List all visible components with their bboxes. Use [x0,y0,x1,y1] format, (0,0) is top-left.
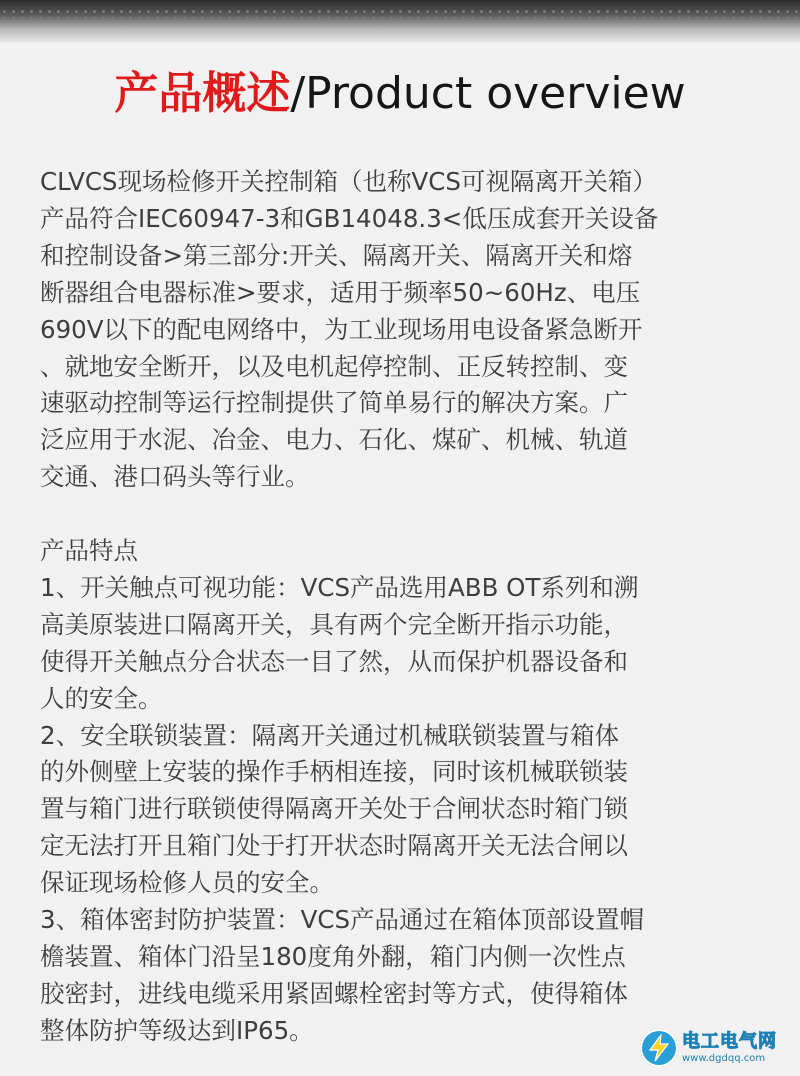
features-heading: 产品特点 [40,536,138,566]
feature-item-1: 1、开关触点可视功能：VCS产品选用ABB OT系列和溯 高美原装进口隔离开关，具有两个完全断开指示功能， 使得开关触点分合状态一目了然，从而保护机器设备和 人的安全。 [40,572,639,713]
watermark-name: 电工电气网 [682,1031,777,1052]
page-title [0,62,800,126]
paragraph-spacer [40,496,770,533]
page-title-en: /Product overview [290,68,686,119]
intro-paragraph: CLVCS现场检修开关控制箱（也称VCS可视隔离开关箱） 产品符合IEC60947-3和GB14048.3<低压成套开关设备 和控制设备>第三部分:开关、隔离开关、隔离开关和熔 断器组合电器标准>要求，适用于频率50~60Hz、电压 690V以下的配电网络中，为工业现场用电设备紧急断开 、就地安全断开，以及电机起停控制、正反转控制、变 速驱动控制等运行控制提供了简单易行的解决方案。广 泛应用于水泥、冶金、电力、石化、煤矿、机械、轨道 交通、港口码头等行业。 [40,167,659,492]
feature-item-2: 2、安全联锁装置：隔离开关通过机械联锁装置与箱体 的外侧壁上安装的操作手柄相连接，同时该机械联锁装 置与箱门进行联锁使得隔离开关处于合闸状态时箱门锁 定无法打开且箱门处于打开状态时隔离开关无法合闸以 保证现场检修人员的安全。 [40,720,628,898]
feature-item-3: 3、箱体密封防护装置：VCS产品通过在箱体顶部设置帽 檐装置、箱体门沿呈180度角外翻，箱门内侧一次性点 胶密封，进线电缆采用紧固螺栓密封等方式，使得箱体 整体防护等级达到IP65。 [40,905,645,1045]
top-banner [0,0,800,42]
page-title-cn: 产品概述 [114,68,291,119]
lightning-bolt-icon [640,1029,678,1067]
watermark [640,1026,790,1070]
watermark-url: www.dgdqq.com [682,1053,766,1064]
content-body [40,164,770,1050]
